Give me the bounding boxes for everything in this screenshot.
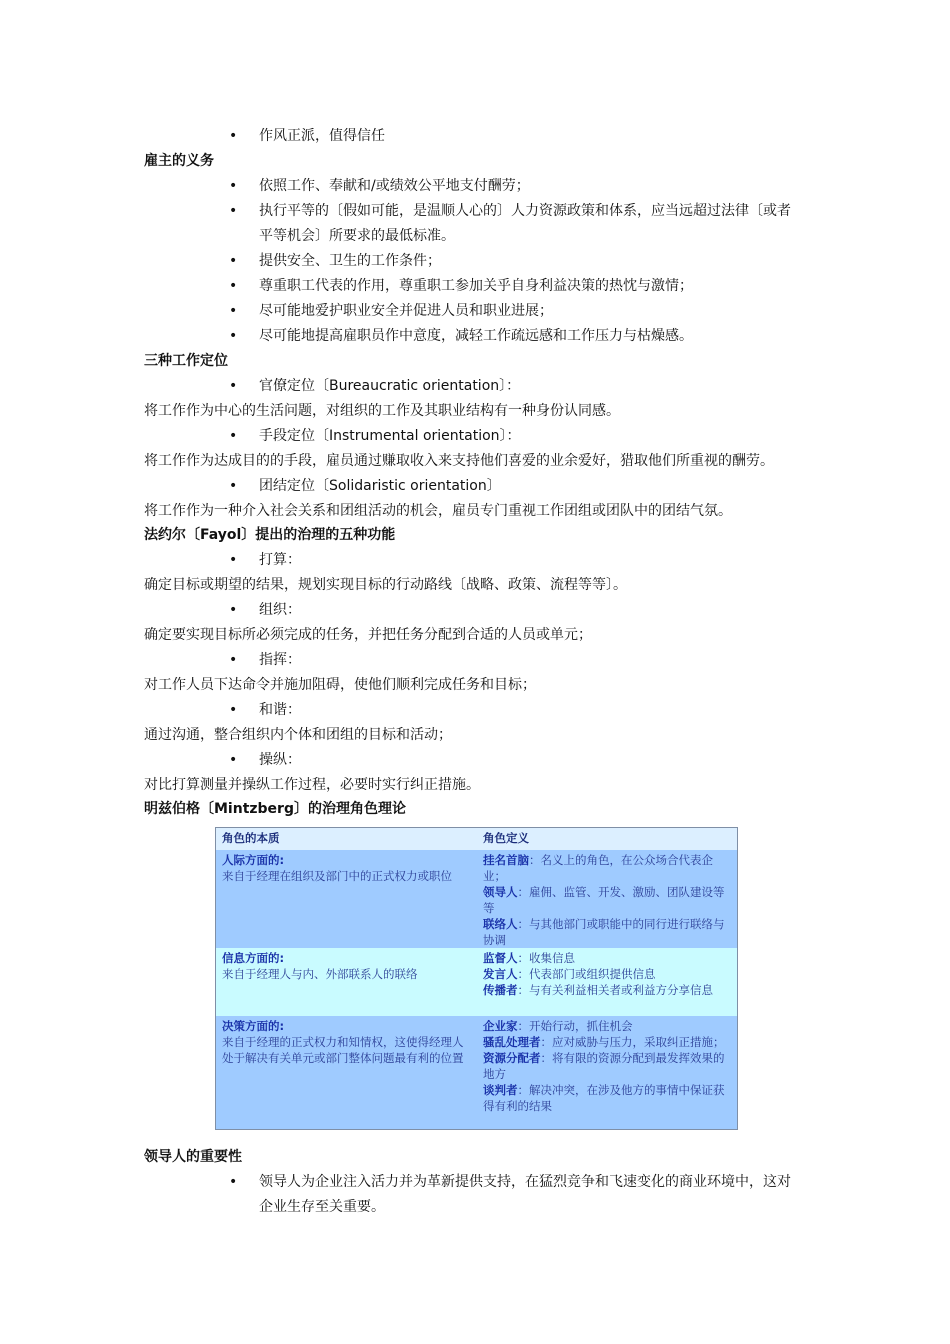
- table-cell-nature: [216, 850, 477, 948]
- bullet-marker: •: [229, 552, 238, 568]
- category-description: 来自于经理在组织及部门中的正式权力或职位: [222, 869, 452, 883]
- list-item: 提供安全、卫生的工作条件；: [259, 253, 441, 269]
- role-text: ：开始行动，抓住机会: [517, 1019, 633, 1033]
- table-header-nature: 角色的本质: [216, 828, 477, 850]
- category-title: 信息方面的:: [222, 951, 285, 965]
- role-entry: [483, 950, 731, 966]
- paragraph: 将工作作为中心的生活问题，对组织的工作及其职业结构有一种身份认同感。: [144, 403, 620, 419]
- role-entry: [483, 1034, 731, 1050]
- table-cell-nature: [216, 1016, 477, 1129]
- role-entry: [483, 916, 731, 948]
- bullet-marker: •: [229, 602, 238, 618]
- bullet-marker: •: [229, 303, 238, 319]
- list-item: 尽可能地爱护职业安全并促进人员和职业进展；: [259, 303, 553, 319]
- role-entry: [483, 852, 731, 884]
- list-item: 手段定位〔Instrumental orientation〕：: [259, 428, 521, 444]
- category-title: 人际方面的:: [222, 853, 285, 867]
- role-text: ：收集信息: [517, 951, 575, 965]
- role-entry: [483, 1018, 731, 1034]
- role-entry: [483, 982, 731, 998]
- bullet-marker: •: [229, 652, 238, 668]
- section-heading-employer-duties: 雇主的义务: [144, 153, 214, 169]
- bullet-marker: •: [229, 278, 238, 294]
- list-item-continuation: 平等机会〕所要求的最低标准。: [259, 228, 455, 244]
- role-text: ：与其他部门或职能中的同行进行联络与协调: [483, 917, 725, 947]
- bullet-marker: •: [229, 478, 238, 494]
- section-heading-mintzberg: 明兹伯格〔Mintzberg〕的治理角色理论: [144, 801, 406, 817]
- role-name: 挂名首脑: [483, 853, 529, 867]
- paragraph: 确定目标或期望的结果，规划实现目标的行动路线〔战略、政策、流程等等〕。: [144, 577, 627, 593]
- table-cell-definition: [477, 850, 737, 948]
- role-entry: [483, 1050, 731, 1082]
- intro-bullet-text: 作风正派，值得信任: [259, 128, 385, 144]
- table-row: [216, 948, 737, 1016]
- role-name: 传播者: [483, 983, 518, 997]
- list-item: 执行平等的〔假如可能，是温顺人心的〕人力资源政策和体系，应当远超过法律〔或者: [259, 203, 791, 219]
- bullet-marker: •: [229, 428, 238, 444]
- bullet-marker: •: [229, 203, 238, 219]
- table-row: [216, 1016, 737, 1129]
- bullet-marker: •: [229, 752, 238, 768]
- bullet-marker: •: [229, 253, 238, 269]
- paragraph: 将工作作为达成目的的手段，雇员通过赚取收入来支持他们喜爱的业余爱好，猎取他们所重视的酬劳。: [144, 453, 774, 469]
- role-name: 发言人: [483, 967, 518, 981]
- list-item: 和谐：: [259, 702, 301, 718]
- section-heading-fayol: 法约尔〔Fayol〕提出的治理的五种功能: [144, 527, 396, 543]
- list-item: 指挥：: [259, 652, 301, 668]
- role-name: 骚乱处理者: [483, 1035, 541, 1049]
- list-item: 操纵：: [259, 752, 301, 768]
- section-heading-leader: 领导人的重要性: [144, 1149, 242, 1165]
- role-text: ：与有关利益相关者或利益方分享信息: [517, 983, 713, 997]
- role-name: 监督人: [483, 951, 518, 965]
- mintzberg-role-table: [215, 827, 738, 1130]
- list-item: 尊重职工代表的作用，尊重职工参加关乎自身利益决策的热忱与激情；: [259, 278, 693, 294]
- bullet-marker: •: [229, 378, 238, 394]
- list-item-continuation: 企业生存至关重要。: [259, 1199, 385, 1215]
- bullet-marker: •: [229, 178, 238, 194]
- list-item: 团结定位〔Solidaristic orientation〕: [259, 478, 501, 494]
- list-item: 官僚定位〔Bureaucratic orientation〕：: [259, 378, 521, 394]
- bullet-marker: •: [229, 328, 238, 344]
- bullet-marker: •: [229, 1174, 238, 1190]
- paragraph: 确定要实现目标所必须完成的任务，并把任务分配到合适的人员或单元；: [144, 627, 592, 643]
- role-name: 联络人: [483, 917, 518, 931]
- list-item: 依照工作、奉献和/或绩效公平地支付酬劳；: [259, 178, 530, 194]
- table-row: [216, 850, 737, 948]
- table-cell-nature: [216, 948, 477, 1016]
- table-header-definition: 角色定义: [477, 828, 737, 850]
- category-description: 来自于经理人与内、外部联系人的联络: [222, 967, 418, 981]
- table-cell-definition: [477, 1016, 737, 1129]
- paragraph: 对工作人员下达命令并施加阻碍，使他们顺利完成任务和目标；: [144, 677, 536, 693]
- category-title: 决策方面的:: [222, 1019, 285, 1033]
- paragraph: 将工作作为一种介入社会关系和团组活动的机会，雇员专门重视工作团组或团队中的团结气氛。: [144, 503, 732, 519]
- paragraph: 通过沟通，整合组织内个体和团组的目标和活动；: [144, 727, 452, 743]
- table-header-row: [216, 828, 737, 850]
- list-item: 组织：: [259, 602, 301, 618]
- section-heading-work-orientation: 三种工作定位: [144, 353, 228, 369]
- role-entry: [483, 1082, 731, 1114]
- bullet-marker: •: [229, 702, 238, 718]
- list-item: 打算：: [259, 552, 301, 568]
- bullet-marker: •: [229, 128, 238, 144]
- role-text: ：将有限的资源分配到最发挥效果的地方: [483, 1051, 725, 1081]
- paragraph: 对比打算测量并操纵工作过程，必要时实行纠正措施。: [144, 777, 480, 793]
- role-text: ：解决冲突，在涉及他方的事情中保证获得有利的结果: [483, 1083, 725, 1113]
- role-entry: [483, 884, 731, 916]
- role-name: 谈判者: [483, 1083, 518, 1097]
- role-text: ：雇佣、监管、开发、激励、团队建设等等: [483, 885, 725, 915]
- role-text: ：代表部门或组织提供信息: [517, 967, 656, 981]
- category-description: 来自于经理的正式权力和知情权，这使得经理人处于解决有关单元或部门整体问题最有利的位置: [222, 1035, 464, 1065]
- role-text: ：名义上的角色，在公众场合代表企业；: [483, 853, 713, 883]
- list-item: 尽可能地提高雇职员作中意度，减轻工作疏远感和工作压力与枯燥感。: [259, 328, 693, 344]
- list-item: 领导人为企业注入活力并为革新提供支持，在猛烈竞争和飞速变化的商业环境中，这对: [259, 1174, 791, 1190]
- table-cell-definition: [477, 948, 737, 1016]
- role-text: ：应对威胁与压力，采取纠正措施；: [540, 1035, 725, 1049]
- role-name: 领导人: [483, 885, 518, 899]
- role-entry: [483, 966, 731, 982]
- role-name: 企业家: [483, 1019, 518, 1033]
- role-name: 资源分配者: [483, 1051, 541, 1065]
